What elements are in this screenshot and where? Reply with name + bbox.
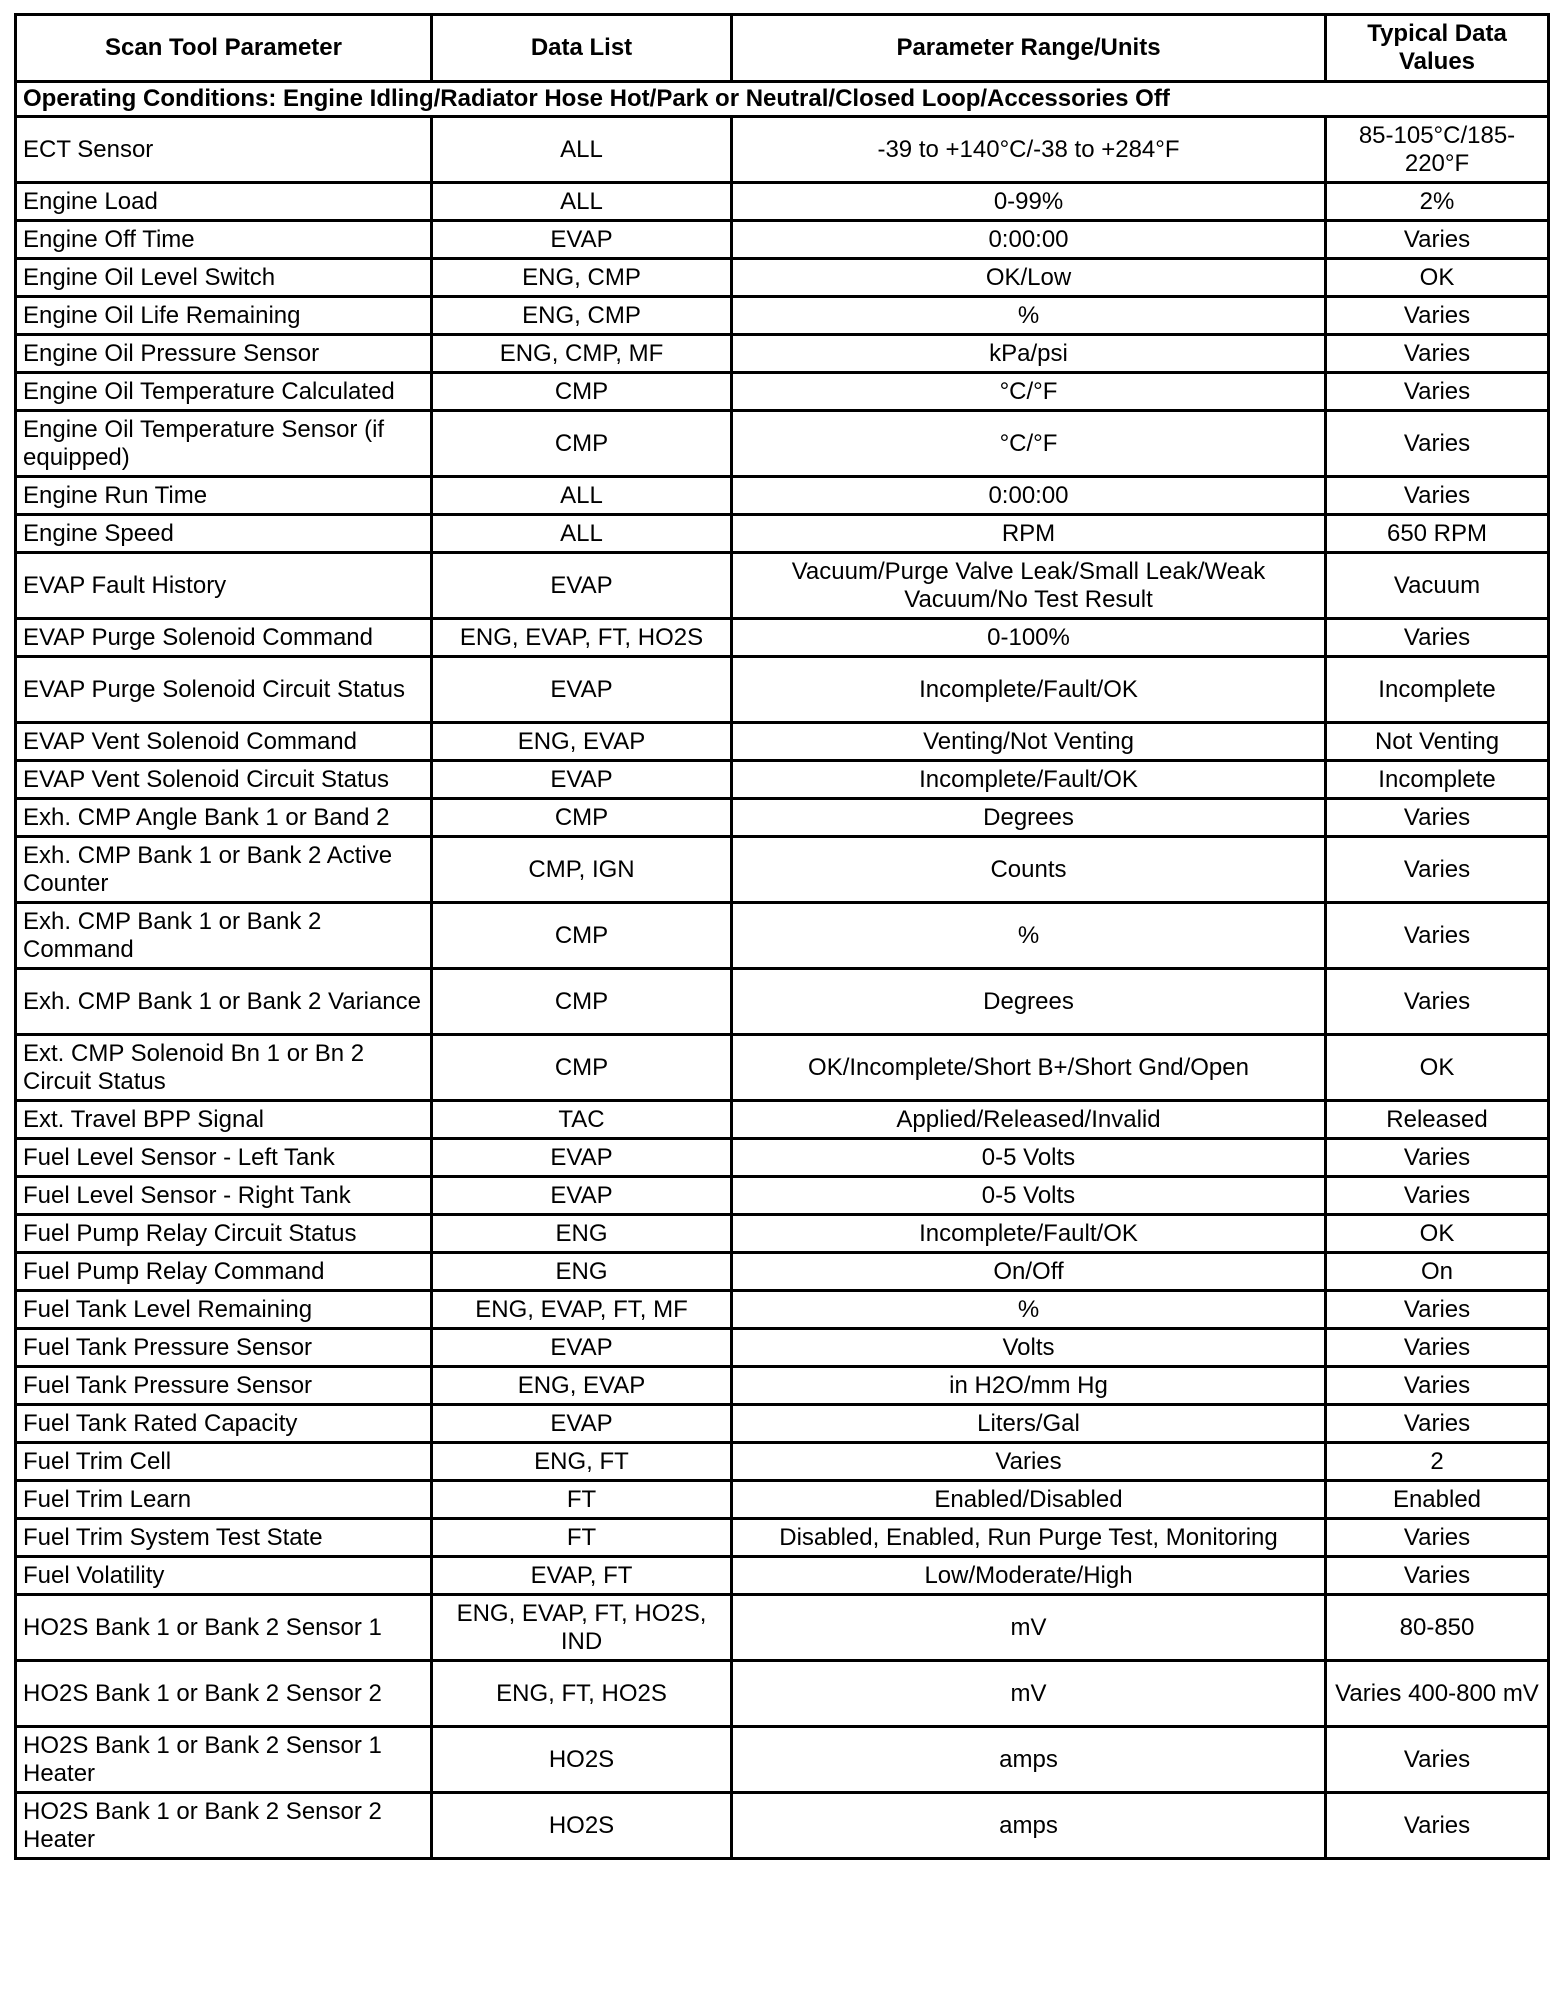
table-row: [16, 117, 1549, 183]
data-list-cell: ENG, EVAP: [432, 1367, 732, 1405]
table-row: [16, 259, 1549, 297]
data-list-cell: CMP, IGN: [432, 837, 732, 903]
range-units-cell: amps: [732, 1793, 1326, 1859]
data-list-cell: CMP: [432, 903, 732, 969]
table-row: [16, 1519, 1549, 1557]
range-units-cell: Applied/Released/Invalid: [732, 1101, 1326, 1139]
range-units-cell: Varies: [732, 1443, 1326, 1481]
table-row: [16, 183, 1549, 221]
range-units-cell: Incomplete/Fault/OK: [732, 657, 1326, 723]
parameter-cell: Engine Run Time: [16, 477, 432, 515]
table-row: [16, 1367, 1549, 1405]
data-list-cell: EVAP: [432, 657, 732, 723]
range-units-cell: On/Off: [732, 1253, 1326, 1291]
typical-value-cell: Varies: [1326, 837, 1549, 903]
table-row: [16, 1101, 1549, 1139]
typical-value-cell: Varies: [1326, 1177, 1549, 1215]
parameter-cell: Engine Oil Temperature Calculated: [16, 373, 432, 411]
table-row: [16, 1661, 1549, 1727]
data-list-cell: FT: [432, 1519, 732, 1557]
range-units-cell: Vacuum/Purge Valve Leak/Small Leak/Weak Vacuum/No Test Result: [732, 553, 1326, 619]
table-row: [16, 515, 1549, 553]
data-list-cell: ENG, FT: [432, 1443, 732, 1481]
data-list-cell: ENG, EVAP, FT, MF: [432, 1291, 732, 1329]
table-row: [16, 1291, 1549, 1329]
typical-value-cell: OK: [1326, 1035, 1549, 1101]
typical-value-cell: Varies: [1326, 477, 1549, 515]
data-list-cell: ENG: [432, 1253, 732, 1291]
data-list-cell: HO2S: [432, 1793, 732, 1859]
parameter-cell: HO2S Bank 1 or Bank 2 Sensor 1 Heater: [16, 1727, 432, 1793]
range-units-cell: kPa/psi: [732, 335, 1326, 373]
typical-value-cell: Varies: [1326, 1329, 1549, 1367]
parameter-cell: Engine Off Time: [16, 221, 432, 259]
typical-value-cell: Incomplete: [1326, 657, 1549, 723]
table-row: [16, 657, 1549, 723]
typical-value-cell: Vacuum: [1326, 553, 1549, 619]
typical-value-cell: Varies: [1326, 1727, 1549, 1793]
table-header: [16, 15, 1549, 82]
table-row: [16, 1481, 1549, 1519]
parameter-cell: Engine Oil Pressure Sensor: [16, 335, 432, 373]
parameter-cell: EVAP Vent Solenoid Circuit Status: [16, 761, 432, 799]
range-units-cell: Volts: [732, 1329, 1326, 1367]
data-list-cell: ALL: [432, 515, 732, 553]
range-units-cell: Venting/Not Venting: [732, 723, 1326, 761]
data-list-cell: CMP: [432, 373, 732, 411]
operating-conditions: Operating Conditions: Engine Idling/Radiator Hose Hot/Park or Neutral/Closed Loop/Accessories Off: [16, 82, 1549, 117]
parameter-cell: Engine Load: [16, 183, 432, 221]
parameter-cell: EVAP Purge Solenoid Command: [16, 619, 432, 657]
parameter-cell: Fuel Level Sensor - Left Tank: [16, 1139, 432, 1177]
range-units-cell: mV: [732, 1661, 1326, 1727]
typical-value-cell: Varies: [1326, 335, 1549, 373]
table-row: [16, 723, 1549, 761]
data-list-cell: ENG, EVAP, FT, HO2S: [432, 619, 732, 657]
data-list-cell: CMP: [432, 411, 732, 477]
range-units-cell: 0-99%: [732, 183, 1326, 221]
table-row: [16, 619, 1549, 657]
parameter-cell: Fuel Trim Learn: [16, 1481, 432, 1519]
range-units-cell: Degrees: [732, 799, 1326, 837]
typical-value-cell: Varies: [1326, 221, 1549, 259]
data-list-cell: EVAP: [432, 1177, 732, 1215]
parameter-cell: Fuel Pump Relay Command: [16, 1253, 432, 1291]
parameter-cell: Exh. CMP Bank 1 or Bank 2 Command: [16, 903, 432, 969]
range-units-cell: in H2O/mm Hg: [732, 1367, 1326, 1405]
range-units-cell: mV: [732, 1595, 1326, 1661]
table-row: [16, 1595, 1549, 1661]
parameter-cell: Fuel Pump Relay Circuit Status: [16, 1215, 432, 1253]
parameter-cell: Engine Oil Temperature Sensor (if equipped): [16, 411, 432, 477]
data-list-cell: EVAP: [432, 761, 732, 799]
range-units-cell: °C/°F: [732, 411, 1326, 477]
range-units-cell: Liters/Gal: [732, 1405, 1326, 1443]
range-units-cell: %: [732, 297, 1326, 335]
typical-value-cell: Released: [1326, 1101, 1549, 1139]
data-list-cell: EVAP: [432, 221, 732, 259]
table-row: [16, 837, 1549, 903]
typical-value-cell: 80-850: [1326, 1595, 1549, 1661]
data-list-cell: CMP: [432, 969, 732, 1035]
typical-value-cell: Varies: [1326, 903, 1549, 969]
parameter-cell: HO2S Bank 1 or Bank 2 Sensor 2 Heater: [16, 1793, 432, 1859]
scan-tool-parameter-table: [14, 13, 1550, 1860]
typical-value-cell: Varies: [1326, 411, 1549, 477]
typical-value-cell: Varies: [1326, 373, 1549, 411]
header-row: [16, 15, 1549, 82]
table-body: [16, 82, 1549, 1859]
typical-value-cell: On: [1326, 1253, 1549, 1291]
data-list-cell: ALL: [432, 477, 732, 515]
table-row: [16, 969, 1549, 1035]
range-units-cell: Incomplete/Fault/OK: [732, 761, 1326, 799]
table-row: [16, 1253, 1549, 1291]
range-units-cell: Low/Moderate/High: [732, 1557, 1326, 1595]
data-list-cell: EVAP: [432, 1329, 732, 1367]
range-units-cell: 0:00:00: [732, 477, 1326, 515]
typical-value-cell: Varies: [1326, 1367, 1549, 1405]
parameter-cell: Fuel Level Sensor - Right Tank: [16, 1177, 432, 1215]
parameter-cell: HO2S Bank 1 or Bank 2 Sensor 2: [16, 1661, 432, 1727]
range-units-cell: Disabled, Enabled, Run Purge Test, Monitoring: [732, 1519, 1326, 1557]
typical-value-cell: Varies: [1326, 1405, 1549, 1443]
parameter-cell: EVAP Purge Solenoid Circuit Status: [16, 657, 432, 723]
parameter-cell: Exh. CMP Bank 1 or Bank 2 Active Counter: [16, 837, 432, 903]
table-row: [16, 477, 1549, 515]
table-row: [16, 1405, 1549, 1443]
parameter-cell: Engine Oil Level Switch: [16, 259, 432, 297]
typical-value-cell: Varies: [1326, 619, 1549, 657]
header-typical-data-values: Typical Data Values: [1326, 15, 1549, 82]
parameter-cell: Ext. Travel BPP Signal: [16, 1101, 432, 1139]
typical-value-cell: OK: [1326, 1215, 1549, 1253]
parameter-cell: EVAP Fault History: [16, 553, 432, 619]
range-units-cell: amps: [732, 1727, 1326, 1793]
typical-value-cell: 2: [1326, 1443, 1549, 1481]
table-row: [16, 761, 1549, 799]
typical-value-cell: Varies: [1326, 799, 1549, 837]
typical-value-cell: Varies: [1326, 1519, 1549, 1557]
parameter-cell: Ext. CMP Solenoid Bn 1 or Bn 2 Circuit Status: [16, 1035, 432, 1101]
table-row: [16, 411, 1549, 477]
parameter-cell: Fuel Tank Pressure Sensor: [16, 1329, 432, 1367]
data-list-cell: EVAP: [432, 553, 732, 619]
parameter-cell: Fuel Trim Cell: [16, 1443, 432, 1481]
range-units-cell: OK/Incomplete/Short B+/Short Gnd/Open: [732, 1035, 1326, 1101]
range-units-cell: Degrees: [732, 969, 1326, 1035]
typical-value-cell: Varies: [1326, 1291, 1549, 1329]
typical-value-cell: Varies: [1326, 1139, 1549, 1177]
header-data-list: Data List: [432, 15, 732, 82]
parameter-cell: Engine Speed: [16, 515, 432, 553]
data-list-cell: ENG, CMP, MF: [432, 335, 732, 373]
data-list-cell: ENG: [432, 1215, 732, 1253]
parameter-cell: EVAP Vent Solenoid Command: [16, 723, 432, 761]
data-list-cell: ENG, EVAP, FT, HO2S, IND: [432, 1595, 732, 1661]
typical-value-cell: Varies: [1326, 1557, 1549, 1595]
table-row: [16, 553, 1549, 619]
operating-conditions-row: [16, 82, 1549, 117]
data-list-cell: ENG, CMP: [432, 259, 732, 297]
table-row: [16, 903, 1549, 969]
data-list-cell: ENG, FT, HO2S: [432, 1661, 732, 1727]
parameter-cell: Fuel Tank Rated Capacity: [16, 1405, 432, 1443]
typical-value-cell: OK: [1326, 259, 1549, 297]
typical-value-cell: Varies 400-800 mV: [1326, 1661, 1549, 1727]
table-row: [16, 1443, 1549, 1481]
table-row: [16, 1557, 1549, 1595]
typical-value-cell: 2%: [1326, 183, 1549, 221]
data-list-cell: HO2S: [432, 1727, 732, 1793]
data-list-cell: EVAP: [432, 1405, 732, 1443]
parameter-cell: Fuel Trim System Test State: [16, 1519, 432, 1557]
table-row: [16, 1215, 1549, 1253]
data-list-cell: CMP: [432, 799, 732, 837]
data-list-cell: ENG, CMP: [432, 297, 732, 335]
data-list-cell: ENG, EVAP: [432, 723, 732, 761]
range-units-cell: 0-5 Volts: [732, 1177, 1326, 1215]
typical-value-cell: Incomplete: [1326, 761, 1549, 799]
parameter-cell: Fuel Tank Pressure Sensor: [16, 1367, 432, 1405]
parameter-cell: Engine Oil Life Remaining: [16, 297, 432, 335]
data-list-cell: FT: [432, 1481, 732, 1519]
range-units-cell: Counts: [732, 837, 1326, 903]
parameter-cell: HO2S Bank 1 or Bank 2 Sensor 1: [16, 1595, 432, 1661]
data-list-cell: TAC: [432, 1101, 732, 1139]
range-units-cell: Incomplete/Fault/OK: [732, 1215, 1326, 1253]
table-row: [16, 799, 1549, 837]
range-units-cell: 0:00:00: [732, 221, 1326, 259]
parameter-cell: Fuel Volatility: [16, 1557, 432, 1595]
typical-value-cell: Enabled: [1326, 1481, 1549, 1519]
parameter-cell: ECT Sensor: [16, 117, 432, 183]
table-row: [16, 1727, 1549, 1793]
range-units-cell: RPM: [732, 515, 1326, 553]
data-list-cell: EVAP: [432, 1139, 732, 1177]
typical-value-cell: Varies: [1326, 297, 1549, 335]
parameter-cell: Fuel Tank Level Remaining: [16, 1291, 432, 1329]
data-list-cell: CMP: [432, 1035, 732, 1101]
range-units-cell: OK/Low: [732, 259, 1326, 297]
table-row: [16, 335, 1549, 373]
table-row: [16, 221, 1549, 259]
table-row: [16, 1139, 1549, 1177]
header-scan-tool-parameter: Scan Tool Parameter: [16, 15, 432, 82]
typical-value-cell: Not Venting: [1326, 723, 1549, 761]
parameter-cell: Exh. CMP Bank 1 or Bank 2 Variance: [16, 969, 432, 1035]
typical-value-cell: Varies: [1326, 969, 1549, 1035]
table-row: [16, 373, 1549, 411]
data-list-cell: EVAP, FT: [432, 1557, 732, 1595]
table-row: [16, 1177, 1549, 1215]
range-units-cell: 0-100%: [732, 619, 1326, 657]
range-units-cell: %: [732, 1291, 1326, 1329]
table-row: [16, 297, 1549, 335]
range-units-cell: Enabled/Disabled: [732, 1481, 1326, 1519]
typical-value-cell: Varies: [1326, 1793, 1549, 1859]
header-parameter-range-units: Parameter Range/Units: [732, 15, 1326, 82]
data-list-cell: ALL: [432, 117, 732, 183]
data-list-cell: ALL: [432, 183, 732, 221]
range-units-cell: 0-5 Volts: [732, 1139, 1326, 1177]
range-units-cell: -39 to +140°C/-38 to +284°F: [732, 117, 1326, 183]
typical-value-cell: 85-105°C/185-220°F: [1326, 117, 1549, 183]
table-row: [16, 1329, 1549, 1367]
table-row: [16, 1035, 1549, 1101]
range-units-cell: °C/°F: [732, 373, 1326, 411]
typical-value-cell: 650 RPM: [1326, 515, 1549, 553]
parameter-cell: Exh. CMP Angle Bank 1 or Band 2: [16, 799, 432, 837]
table-row: [16, 1793, 1549, 1859]
range-units-cell: %: [732, 903, 1326, 969]
